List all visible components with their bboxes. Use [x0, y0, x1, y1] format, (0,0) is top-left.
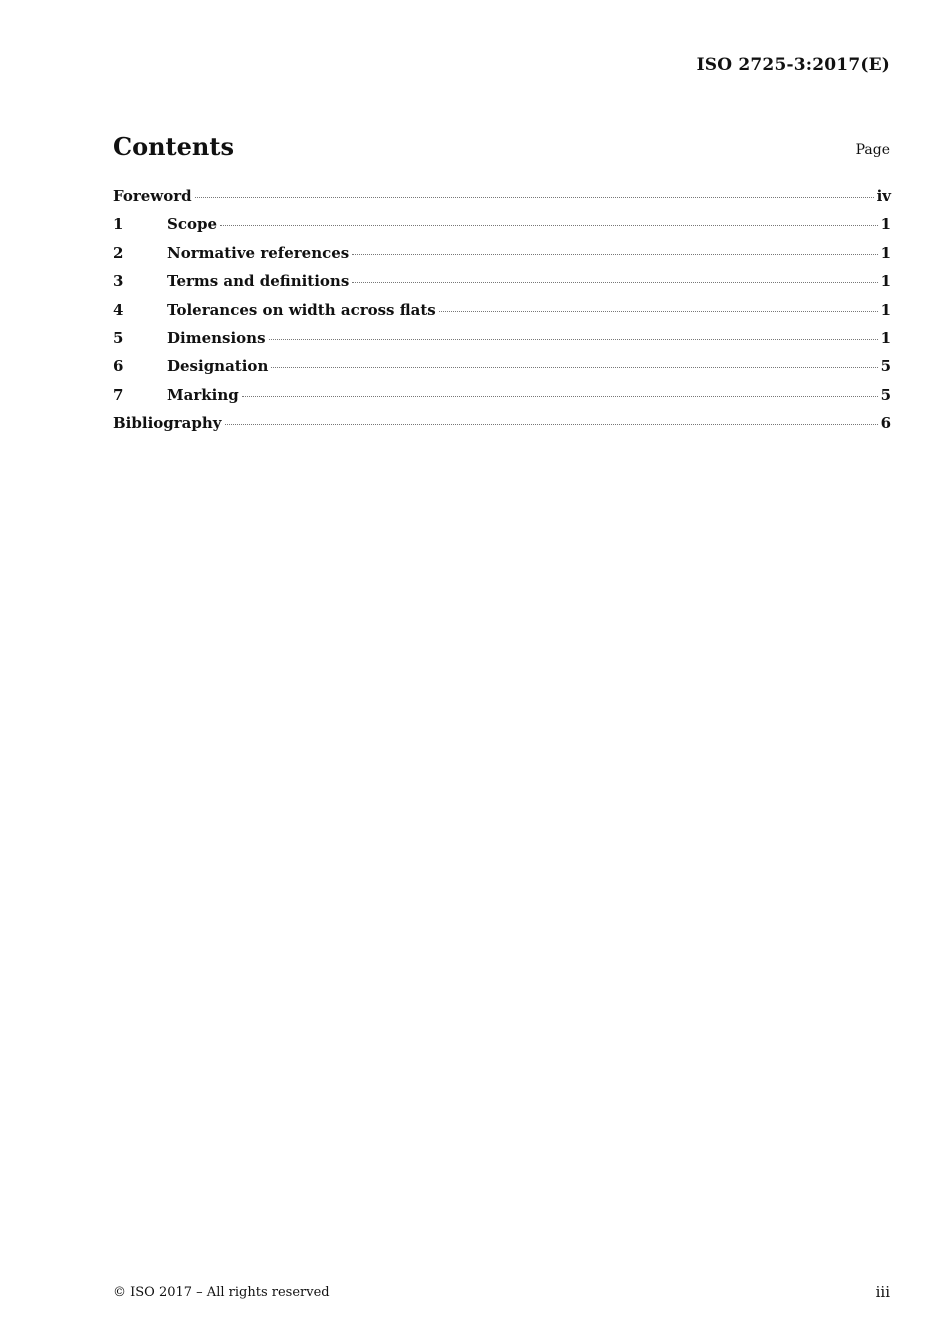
toc-leader-dots: [225, 424, 878, 425]
footer-copyright: © ISO 2017 – All rights reserved: [113, 1285, 330, 1300]
footer-page-number: iii: [875, 1283, 890, 1301]
table-of-contents: [113, 185, 891, 441]
toc-entry-page: 5: [880, 357, 891, 376]
toc-entry-label: Foreword: [113, 187, 192, 205]
toc-entry-number: 3: [113, 272, 124, 291]
contents-title: Contents: [113, 132, 234, 161]
toc-leader-dots: [195, 197, 874, 198]
toc-entry-marking[interactable]: [113, 384, 891, 412]
toc-entry-label: Scope: [167, 215, 218, 234]
toc-leader-dots: [352, 282, 877, 283]
toc-entry-label: Marking: [167, 385, 239, 404]
toc-entry-label: Tolerances on width across flats: [167, 300, 436, 319]
toc-entry-dimensions[interactable]: [113, 327, 891, 355]
toc-leader-dots: [352, 254, 877, 255]
toc-entry-label: Normative references: [167, 243, 350, 262]
toc-entry-page: 6: [880, 414, 891, 433]
toc-leader-dots: [269, 339, 878, 340]
toc-entry-page: 1: [880, 243, 891, 262]
toc-entry-bibliography[interactable]: [113, 412, 891, 440]
document-id: ISO 2725-3:2017(E): [696, 55, 890, 75]
toc-entry-number: 5: [113, 328, 124, 347]
toc-leader-dots: [242, 396, 878, 397]
toc-entry-page: 1: [880, 300, 891, 319]
toc-entry-page: 5: [880, 385, 891, 404]
toc-leader-dots: [439, 311, 878, 312]
toc-entry-scope[interactable]: [113, 213, 891, 241]
toc-entry-number: 1: [113, 215, 124, 234]
toc-entry-normative-references[interactable]: [113, 242, 891, 270]
toc-entry-page: 1: [880, 328, 891, 347]
toc-entry-label: Dimensions: [167, 328, 266, 347]
toc-entry-page: 1: [880, 215, 891, 234]
toc-entry-label: Bibliography: [113, 414, 222, 433]
toc-entry-terms-and-definitions[interactable]: [113, 270, 891, 298]
toc-entry-page: 1: [880, 272, 891, 291]
toc-entry-page: iv: [876, 187, 891, 205]
toc-entry-number: 7: [113, 385, 124, 404]
toc-leader-dots: [271, 367, 877, 368]
toc-entry-foreword[interactable]: [113, 185, 891, 213]
toc-entry-label: Designation: [167, 357, 269, 376]
toc-entry-number: 2: [113, 243, 124, 262]
toc-leader-dots: [220, 225, 878, 226]
toc-entry-number: 4: [113, 300, 124, 319]
toc-entry-number: 6: [113, 357, 124, 376]
toc-entry-label: Terms and definitions: [167, 272, 350, 291]
toc-entry-tolerances[interactable]: [113, 299, 891, 327]
page-column-label: Page: [855, 142, 890, 158]
toc-entry-designation[interactable]: [113, 355, 891, 383]
